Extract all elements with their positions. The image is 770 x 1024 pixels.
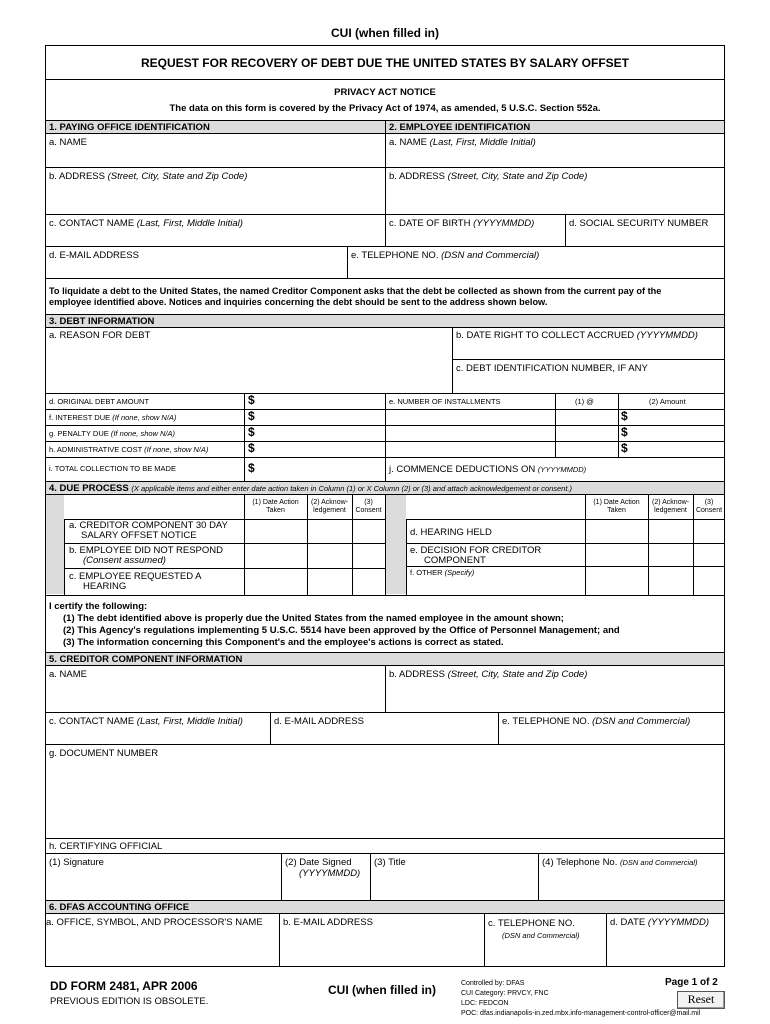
section-3-heading: 3. DEBT INFORMATION (49, 316, 155, 327)
dp-col-consent-left: (3) Consent (355, 499, 382, 514)
original-debt-field[interactable] (260, 395, 384, 408)
admin-dollar: $ (248, 441, 255, 455)
poc: POC: dfas.indianapolis-in.zed.mbx.info-management-control-officer@mail.mil (461, 1010, 701, 1017)
certify-heading: I certify the following: (49, 601, 148, 612)
certify-line-1: (1) The debt identified above is properly due the United States from the named employee in the amount shown; (63, 613, 564, 624)
employee-name-field[interactable] (386, 150, 724, 166)
creditor-phone-label: e. TELEPHONE NO. (DSN and Commercial) (502, 716, 691, 727)
dp-col-consent-right: (3) Consent (695, 499, 723, 514)
signature-label: (1) Signature (49, 857, 104, 868)
page-number: Page 1 of 2 (665, 977, 718, 988)
dfas-phone-label: c. TELEPHONE NO. (DSN and Commercial) (488, 918, 580, 940)
interest-dollar: $ (248, 409, 255, 423)
dp-item-b: b. EMPLOYEE DID NOT RESPOND (Consent assumed) (69, 545, 223, 566)
dp-a-checkbox[interactable] (51, 524, 60, 533)
creditor-address-label: b. ADDRESS (Street, City, State and Zip Code) (389, 669, 588, 680)
original-debt-label: d. ORIGINAL DEBT AMOUNT (49, 397, 150, 406)
title-label: (3) Title (374, 857, 406, 868)
creditor-contact-label: c. CONTACT NAME (Last, First, Middle Initial) (49, 716, 243, 727)
paying-name-label: a. NAME (49, 137, 88, 148)
installment-at-label: (1) @ (575, 397, 594, 406)
paying-address-label: b. ADDRESS (Street, City, State and Zip Code) (49, 171, 248, 182)
employee-phone-label: e. TELEPHONE NO. (DSN and Commercial) (351, 250, 540, 261)
dfas-office-label: a. OFFICE, SYMBOL, AND PROCESSOR'S NAME (46, 917, 263, 928)
ldc: LDC: FEDCON (461, 1000, 509, 1007)
dp-item-a: a. CREDITOR COMPONENT 30 DAY SALARY OFFSET NOTICE (69, 520, 228, 541)
paying-name-field[interactable] (46, 150, 384, 166)
paying-email-label: d. E-MAIL ADDRESS (49, 250, 139, 261)
dp-col-date-left: (1) Date Action Taken (252, 499, 299, 514)
dp-item-e: e. DECISION FOR CREDITOR COMPONENT (410, 545, 542, 566)
section-6-heading: 6. DFAS ACCOUNTING OFFICE (49, 902, 190, 913)
admin-cost-label: h. ADMINISTRATIVE COST (If none, show N/A) (49, 445, 209, 454)
date-right-label: b. DATE RIGHT TO COLLECT ACCRUED (YYYYMMDD) (456, 330, 698, 341)
privacy-heading: PRIVACY ACT NOTICE (334, 87, 436, 98)
dfas-date-label: d. DATE (YYYYMMDD) (610, 917, 710, 928)
section-5-heading: 5. CREDITOR COMPONENT INFORMATION (49, 654, 243, 665)
inst-dollar-3: $ (621, 441, 628, 455)
document-number-label: g. DOCUMENT NUMBER (49, 748, 159, 759)
inst-dollar-1: $ (621, 409, 628, 423)
section-1-heading: 1. PAYING OFFICE IDENTIFICATION (49, 122, 210, 133)
certify-line-3: (3) The information concerning this Component's and the employee's actions is correct as stated. (63, 637, 504, 648)
reset-button[interactable]: Reset (677, 991, 725, 1009)
installments-label: e. NUMBER OF INSTALLMENTS (389, 397, 501, 406)
employee-name-label: a. NAME (Last, First, Middle Initial) (389, 137, 536, 148)
cui-banner-bottom: CUI (when filled in) (328, 983, 436, 997)
certifying-official-label: h. CERTIFYING OFFICIAL (49, 841, 163, 852)
employee-dob-label: c. DATE OF BIRTH (YYYYMMDD) (389, 218, 535, 229)
total-dollar: $ (248, 461, 255, 475)
dfas-email-label: b. E-MAIL ADDRESS (283, 917, 373, 928)
original-dollar: $ (248, 393, 255, 407)
section-2-heading: 2. EMPLOYEE IDENTIFICATION (389, 122, 531, 133)
paying-address-field[interactable] (46, 183, 384, 213)
cert-telephone-label: (4) Telephone No. (DSN and Commercial) (542, 857, 698, 868)
creditor-name-label: a. NAME (49, 669, 88, 680)
penalty-dollar: $ (248, 425, 255, 439)
cui-banner-top: CUI (when filled in) (331, 26, 439, 40)
liquidate-text-2: employee identified above. Notices and inquiries concerning the debt should be sent to the address shown below. (49, 297, 548, 307)
privacy-text: The data on this form is covered by the Privacy Act of 1974, as amended, 5 U.S.C. Section 552a. (169, 103, 601, 114)
controlled-by: Controlled by: DFAS (461, 980, 525, 987)
employee-address-label: b. ADDRESS (Street, City, State and Zip Code) (389, 171, 588, 182)
dp-col-ack-right: (2) Acknow- ledgement (652, 499, 689, 514)
debt-reason-label: a. REASON FOR DEBT (49, 330, 151, 341)
installment-amount-label: (2) Amount (649, 397, 686, 406)
section-4-heading: 4. DUE PROCESS (X applicable items and either enter date action taken in Column (1) or X Column (2) or (3) and attach acknowledgement or consent.) (49, 483, 573, 494)
form-id: DD FORM 2481, APR 2006 (50, 979, 198, 993)
employee-ssn-label: d. SOCIAL SECURITY NUMBER (569, 218, 709, 229)
paying-contact-label: c. CONTACT NAME (Last, First, Middle Initial) (49, 218, 243, 229)
form-title: REQUEST FOR RECOVERY OF DEBT DUE THE UNITED STATES BY SALARY OFFSET (140, 56, 630, 70)
creditor-email-label: d. E-MAIL ADDRESS (274, 716, 364, 727)
dp-col-ack-left: (2) Acknow- ledgement (311, 499, 348, 514)
employee-address-field[interactable] (386, 183, 724, 213)
dp-item-f: f. OTHER (Specify) (410, 568, 475, 577)
obsolete-note: PREVIOUS EDITION IS OBSOLETE. (50, 996, 209, 1007)
penalty-due-label: g. PENALTY DUE (If none, show N/A) (49, 429, 176, 438)
debt-id-label: c. DEBT IDENTIFICATION NUMBER, IF ANY (456, 363, 648, 374)
date-signed-label: (2) Date Signed (YYYYMMDD) (285, 857, 361, 879)
commence-label: j. COMMENCE DEDUCTIONS ON (YYYYMMDD) (389, 464, 587, 475)
certify-line-2: (2) This Agency's regulations implementing 5 U.S.C. 5514 have been approved by the Office of Personnel Management; and (63, 625, 620, 636)
interest-due-label: f. INTEREST DUE (If none, show N/A) (49, 413, 177, 422)
document-number-field[interactable] (46, 760, 724, 836)
dp-col-date-right: (1) Date Action Taken (593, 499, 640, 514)
dp-item-d: d. HEARING HELD (410, 527, 492, 538)
liquidate-text-1: To liquidate a debt to the United States, the named Creditor Component asks that the debt be collected as shown from the current pay of the (49, 286, 662, 296)
cui-category: CUI Category: PRVCY, FNC (461, 990, 549, 997)
total-collection-label: i. TOTAL COLLECTION TO BE MADE (49, 464, 176, 473)
inst-dollar-2: $ (621, 425, 628, 439)
dp-item-c: c. EMPLOYEE REQUESTED A HEARING (69, 571, 202, 592)
